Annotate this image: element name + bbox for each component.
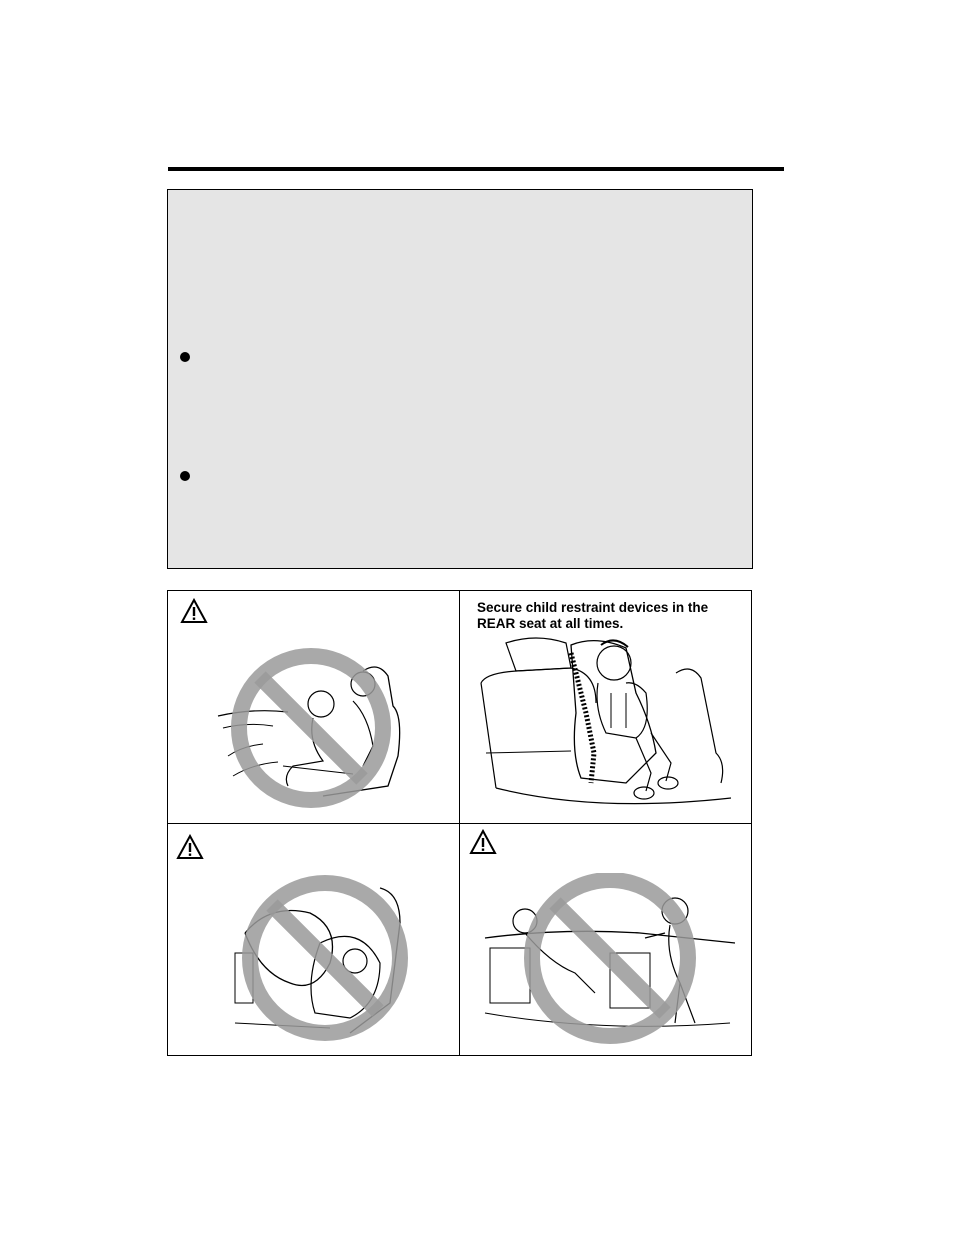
airbag-child-seat-illustration (230, 873, 410, 1045)
illustration-grid (167, 590, 752, 1056)
front-seat-child-illustration (213, 646, 428, 816)
warning-info-box (167, 189, 753, 569)
rear-seat-child-restraint-illustration (476, 633, 748, 819)
grid-divider-horizontal (168, 823, 751, 824)
unrestrained-children-illustration (480, 873, 746, 1045)
rear-seat-caption: Secure child restraint devices in the REAR seat at all times. (477, 600, 709, 631)
bullet-dot-icon (180, 352, 190, 362)
warning-triangle-icon (176, 834, 204, 860)
header-rule (168, 167, 784, 171)
warning-triangle-icon (469, 829, 497, 855)
bullet-dot-icon (180, 471, 190, 481)
warning-triangle-icon (180, 598, 208, 624)
prohibition-sign-icon (239, 656, 383, 800)
prohibition-sign-icon (532, 880, 688, 1036)
